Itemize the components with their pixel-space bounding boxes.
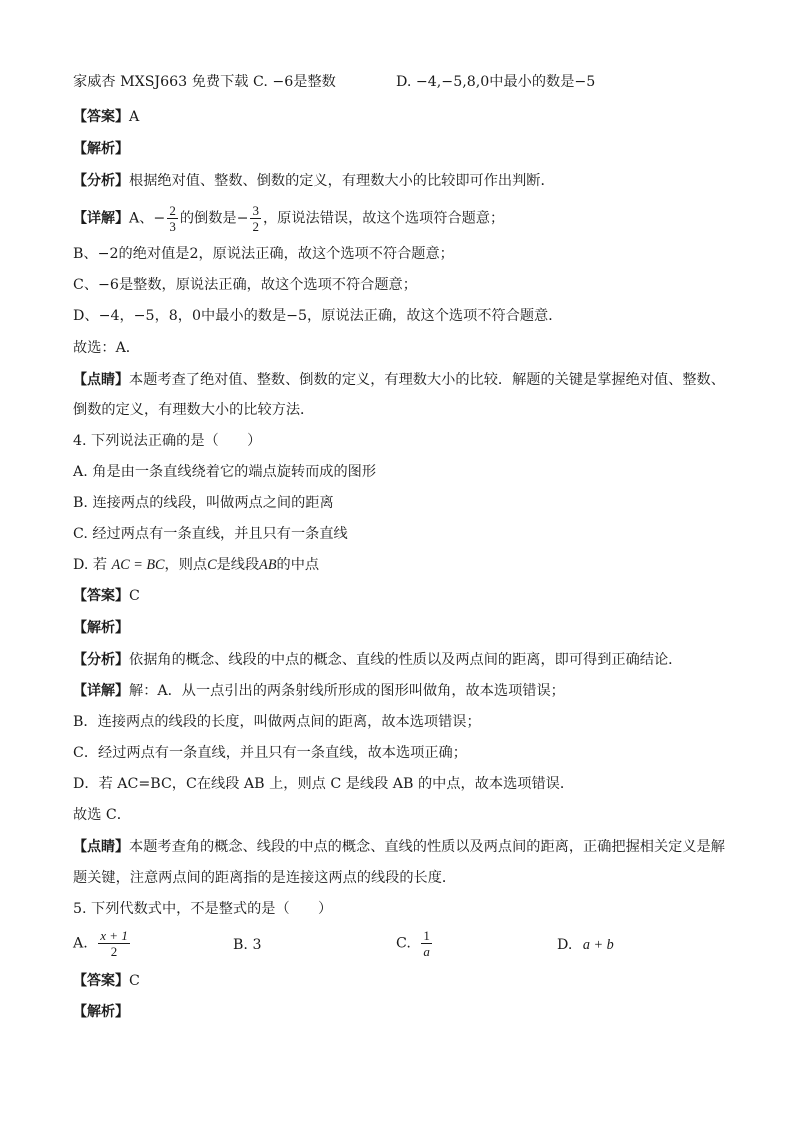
q5-answer: [73, 971, 140, 991]
q5-option-a: A. $\frac{x + 1}{2}$: [73, 928, 128, 959]
q4-dianjing-2: 题关键，注意两点间的距离指的是连接这两点的线段的长度．: [73, 870, 457, 886]
q4-fenxi: [73, 650, 682, 670]
fraction-three-halves: $\frac{3}{2}$: [252, 203, 259, 234]
fenxi-text: 依据角的概念、线段的中点的概念、直线的性质以及两点间的距离，即可得到正确结论．: [129, 652, 683, 668]
q4-xiangjie-d: D．若 AC=BC，C在线段 AB 上，则点 C 是线段 AB 的中点，故本选项错误．: [73, 776, 575, 792]
q3-fenxi: [73, 171, 555, 191]
dianjing-tag: 【点睛】: [73, 372, 129, 388]
q5-option-b: B. 3: [233, 937, 262, 953]
q3-option-c: C. −6是整数: [252, 74, 336, 90]
answer-value: C: [129, 588, 140, 604]
xj-a-prefix: A、−: [129, 210, 166, 227]
fenxi-text: 根据绝对值、整数、倒数的定义，有理数大小的比较即可作出判断．: [129, 173, 555, 189]
answer-value: A: [129, 109, 140, 125]
q3-xiangjie-c: C、−6是整数，原说法正确，故这个选项不符合题意；: [73, 277, 417, 293]
q3-xiangjie-b: B、−2的绝对值是2，原说法正确，故这个选项不符合题意；: [73, 246, 454, 262]
q5-analysis-heading: [73, 1002, 129, 1022]
q5-option-d: D. a + b: [557, 937, 614, 953]
answer-tag: 【答案】: [73, 109, 129, 125]
q4-stem: 4. 下列说法正确的是（ ）: [73, 433, 262, 449]
q3-choose: 故选：A．: [73, 340, 140, 356]
analysis-tag: 【解析】: [73, 141, 129, 157]
q4-answer: [73, 586, 140, 606]
answer-tag: 【答案】: [73, 973, 129, 989]
answer-tag: 【答案】: [73, 588, 129, 604]
q4-option-d: D. 若 AC = BC，则点C是线段AB的中点: [73, 557, 320, 573]
xj-a-text: 解：A．从一点引出的两条射线所形成的图形叫做角，故本选项错误；: [129, 683, 565, 699]
math-segment-ab: AB: [259, 557, 277, 573]
q4-option-c: C. 经过两点有一条直线，并且只有一条直线: [73, 526, 348, 542]
fenxi-tag: 【分析】: [73, 173, 129, 189]
q5-stem: 5. 下列代数式中，不是整式的是（ ）: [73, 901, 333, 917]
q4-xiangjie-b: B．连接两点的线段的长度，叫做两点间的距离，故本选项错误；: [73, 714, 481, 730]
q3-xiangjie-d: D、−4，−5，8，0中最小的数是−5，原说法正确，故这个选项不符合题意．: [73, 308, 563, 324]
xiangjie-tag: 【详解】: [73, 683, 129, 699]
q3-answer: [73, 107, 139, 127]
q4-xiangjie-c: C．经过两点有一条直线，并且只有一条直线，故本选项正确；: [73, 745, 467, 761]
q3-option-d: D. −4,−5,8,0中最小的数是−5: [396, 74, 596, 90]
fraction-x-plus-1-over-2: $\frac{x + 1}{2}$: [100, 928, 128, 959]
xj-a-suffix: ，原说法错误，故这个选项符合题意；: [262, 210, 505, 227]
xiangjie-tag: 【详解】: [73, 210, 129, 227]
q5-option-c: C. $\frac{1}{a}$: [396, 928, 430, 959]
q4-dianjing-1: [73, 837, 725, 857]
q4-option-b: B. 连接两点的线段，叫做两点之间的距离: [73, 495, 334, 511]
dianjing-tag: 【点睛】: [73, 839, 129, 855]
math-ac-eq-bc: AC = BC: [111, 557, 165, 573]
q4-xiangjie-a: [73, 681, 565, 701]
q4-option-a: A. 角是由一条直线绕着它的端点旋转而成的图形: [73, 464, 377, 480]
math-point-c: C: [207, 557, 217, 573]
q3-dianjing-1: [73, 370, 725, 390]
analysis-tag: 【解析】: [73, 620, 129, 636]
header-row: [73, 72, 336, 92]
fraction-two-thirds: $\frac{2}{3}$: [169, 203, 176, 234]
q3-dianjing-2: 倒数的定义，有理数大小的比较方法．: [73, 402, 315, 418]
xj-a-mid: 的倒数是−: [179, 210, 249, 227]
q3-analysis-heading: [73, 139, 129, 159]
watermark-text: 家威杏 MXSJ663 免费下载: [73, 74, 249, 90]
fenxi-tag: 【分析】: [73, 652, 129, 668]
q3-xiangjie-a: [73, 203, 504, 234]
fraction-1-over-a: $\frac{1}{a}$: [423, 928, 430, 959]
dianjing-text: 本题考查角的概念、线段的中点的概念、直线的性质以及两点间的距离，正确把握相关定义是解: [129, 839, 725, 855]
q4-analysis-heading: [73, 618, 129, 638]
answer-value: C: [129, 973, 140, 989]
analysis-tag: 【解析】: [73, 1004, 129, 1020]
dianjing-text: 本题考查了绝对值、整数、倒数的定义，有理数大小的比较．解题的关键是掌握绝对值、整数、: [129, 372, 725, 388]
q4-choose: 故选 C．: [73, 807, 131, 823]
